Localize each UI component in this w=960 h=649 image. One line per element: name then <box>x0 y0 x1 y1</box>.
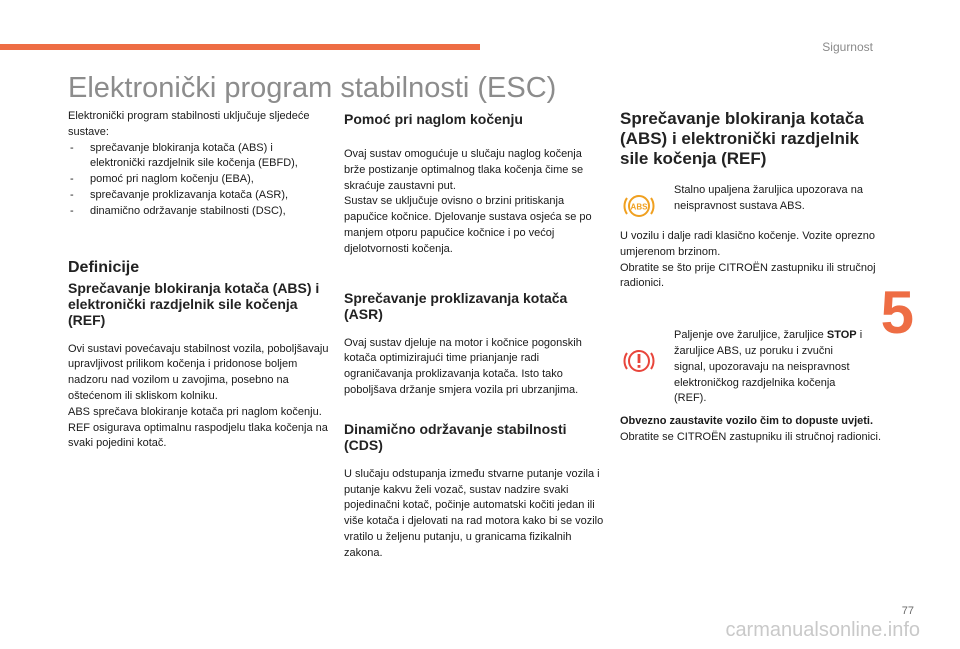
ref-text: REF osigurava optimalnu raspodjelu tlaka kočenja na svaki pojedini kotač. <box>68 421 328 450</box>
list-item: - dinamično održavanje stabilnosti (DSC), <box>68 204 330 220</box>
stop-instruction: Obvezno zaustavite vozilo čim to dopuste uvjeti. <box>620 415 874 428</box>
dsc-heading: Dinamično održavanje stabilnosti (CDS) <box>344 420 567 453</box>
section-label: Sigurnost <box>822 40 873 54</box>
chapter-number: 5 <box>880 279 914 346</box>
abs-warning-text: Stalno upaljena žaruljica upozorava na neispravnost sustava ABS. <box>674 184 863 212</box>
abs-warning-icon <box>622 191 656 221</box>
eba-heading: Pomoć pri naglom kočenju <box>344 111 523 127</box>
ref-warning-icon <box>622 346 656 376</box>
list-item: - pomoć pri naglom kočenju (EBA), <box>68 172 330 188</box>
abs-warning-block <box>620 185 882 227</box>
stop-warning-block <box>620 330 882 412</box>
column-right <box>620 109 882 446</box>
stop-warning-rest: i žaruljice ABS, uz poruku i zvučni signal, upozoravaju na neispravnost elektroničkog razdjelnika kočenja (REF). <box>674 329 863 405</box>
list-item: - sprečavanje blokiranja kotača (ABS) i elektronički razdjelnik sile kočenja (EBFD), <box>68 141 330 173</box>
column-left <box>68 109 330 452</box>
abs-paragraph-1: U vozilu i dalje radi klasično kočenje. Vozite oprezno umjerenom brzinom. <box>620 230 875 258</box>
column-middle <box>344 109 606 562</box>
watermark: carmanualsonline.info <box>725 619 920 641</box>
definitions-body: Ovi sustavi povećavaju stabilnost vozila, poboljšavaju upravljivost prilikom kočenja i pridonose boljem nadzoru nad vozilom u zavojima, posebno na oštećenom ili skliskom kolniku. <box>68 342 329 402</box>
list-item: - sprečavanje proklizavanja kotača (ASR), <box>68 188 330 204</box>
abs-ref-heading: Sprečavanje blokiranja kotača (ABS) i elektronički razdjelnik sile kočenja (REF) <box>620 109 864 168</box>
eba-paragraph-2: Sustav se uključuje ovisno o brzini pritiskanja papučice kočnice. Djelovanje sustava osjeća se po manjem otporu papučice kočnice i po većoj djelotvornosti kočenja. <box>344 195 592 255</box>
stop-warning-text <box>674 328 864 407</box>
dsc-body: U slučaju odstupanja između stvarne putanje vozila i putanje kakvu želi vozač, sustav nadzire svaki pojedinačni kotač, počinje automatski kočiti jedan ili više kotača i djelovati na rad motora kako bi se vozilo vratilo u željenu putanju, u granicama fizikalnih zakona. <box>344 467 604 559</box>
stop-word: STOP <box>826 329 857 342</box>
abs-text: ABS sprečava blokiranje kotača pri naglom kočenju. <box>68 405 322 418</box>
abs-icon-label: ABS <box>630 202 648 212</box>
abs-paragraph-2: Obratite se što prije CITROËN zastupniku ili stručnoj radionici. <box>620 261 876 290</box>
asr-body: Ovaj sustav djeluje na motor i kočnice pogonskih kotača optimizirajući time prianjanje radi ograničavanja proklizavanja kotača. Isto tako poboljšava držanje smjera vozila pri ubrzanjima. <box>344 336 582 396</box>
stop-warning-intro: Paljenje ove žaruljice, žaruljice <box>674 329 824 342</box>
abs-ref-subheading: Sprečavanje blokiranja kotača (ABS) i elektronički razdjelnik sile kočenja (REF) <box>68 279 320 328</box>
final-advice: Obratite se CITROËN zastupniku ili stručnoj radionici. <box>620 430 882 443</box>
header-accent-bar <box>0 44 480 50</box>
page-title: Elektronički program stabilnosti (ESC) <box>68 72 557 104</box>
eba-paragraph-1: Ovaj sustav omogućuje u slučaju naglog kočenja brže postizanje optimalnog tlaka kočenja čime se skraćuje zaustavni put. <box>344 148 584 192</box>
intro-list <box>68 141 330 220</box>
asr-heading: Sprečavanje proklizavanja kotača (ASR) <box>344 289 568 322</box>
definitions-heading: Definicije <box>68 258 140 276</box>
intro-text: Elektronički program stabilnosti uključuje sljedeće sustave: <box>68 110 310 138</box>
page-number: 77 <box>901 605 914 617</box>
